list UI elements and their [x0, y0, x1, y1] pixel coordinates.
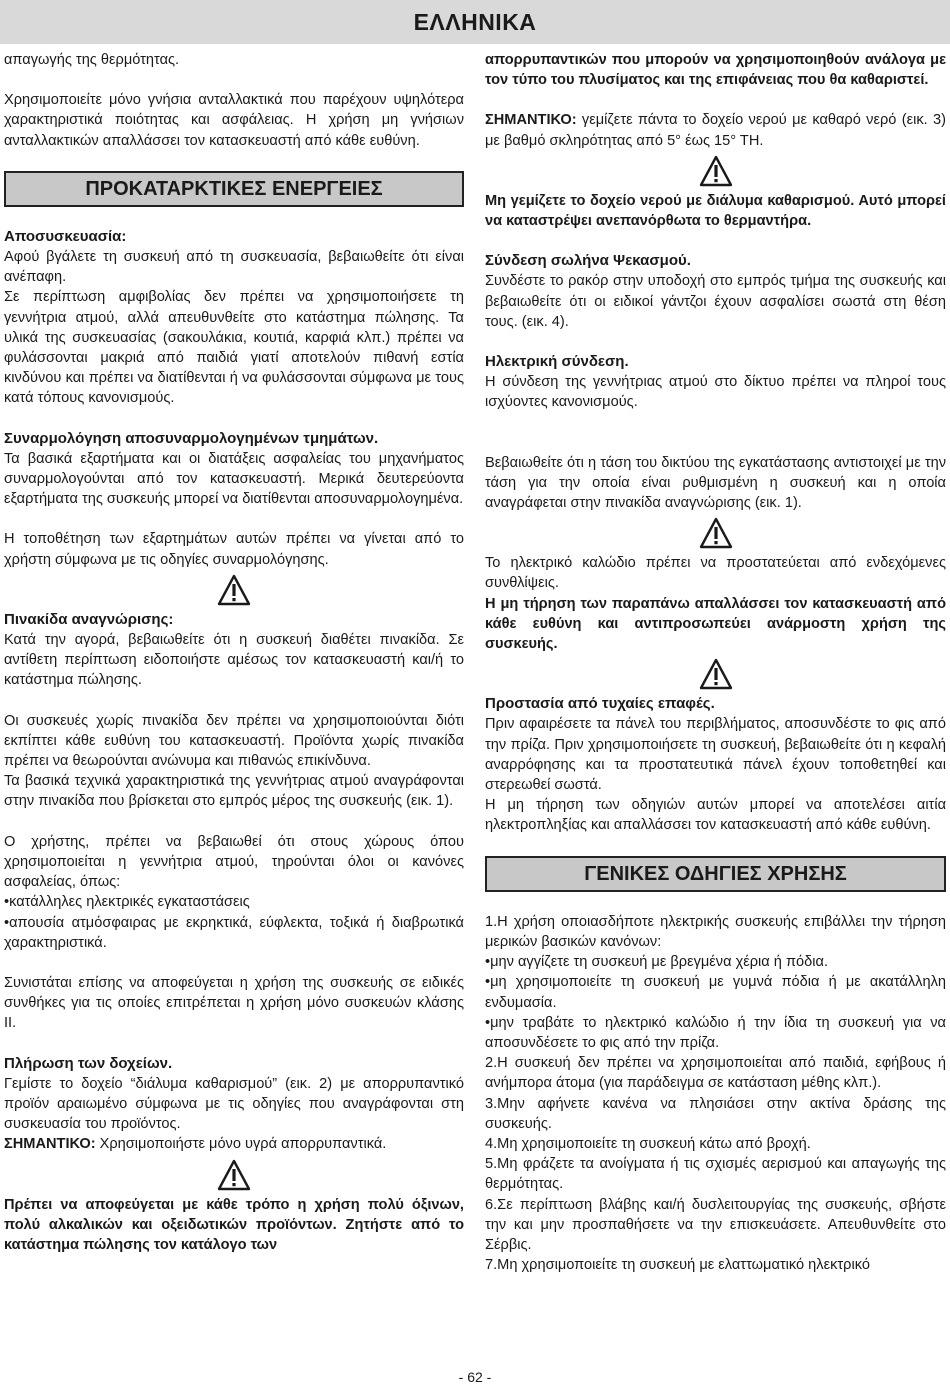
right-column [485, 50, 946, 1275]
section-banner-general-instructions: ΓΕΝΙΚΕΣ ΟΔΗΓΙΕΣ ΧΡΗΣΗΣ [485, 856, 946, 892]
warning-triangle-icon [485, 513, 946, 553]
paragraph: Οι συσκευές χωρίς πινακίδα δεν πρέπει να χρησιμοποιούνται διότι εκπίπτει κάθε ευθύνη του κατασκευαστή. Προϊόντα χωρίς πινακίδα πρέπει να θεωρούνται ανώνυμα και πιθανώς επικίνδυνα. [4, 712, 464, 770]
paragraph: Σε περίπτωση αμφιβολίας δεν πρέπει να χρησιμοποιήσετε τη γεννήτρια ατμού, αλλά απευθυνθείτε στο κατάστημα πώλησης. Τα υλικά της συσκευασίας (σακουλάκια, κουτιά, καρφιά κλπ.) πρέπει να φυλάσσονται μακριά από παιδιά γιατί αποτελούν πιθανή εστία κινδύνου και πρέπει να διατίθενται ή να φυλάσσονται σύμφωνα με τους κατά τόπους κανονισμούς. [4, 289, 464, 407]
paragraph: Πριν αφαιρέσετε τα πάνελ του περιβλήματος, αποσυνδέστε το φις από την πρίζα. Πριν χρησιμοποιήσετε τη συσκευή, βεβαιωθείτε ότι η κεφαλή αναρρόφησης και τα προστατευτικά πάνελ έχουν τοποθετηθεί και στερεωθεί σωστά. [485, 716, 946, 794]
list-item: •μην αγγίζετε τη συσκευή με βρεγμένα χέρια ή πόδια. [485, 954, 828, 971]
paragraph: Τα βασικά εξαρτήματα και οι διατάξεις ασφαλείας του μηχανήματος συναρμολογούνται από τον κατασκευαστή. Μερικά δευτερεύοντα εξαρτήματα της συσκευής μπορεί να διατίθενται αποσυναρμολογημένα. [4, 450, 464, 508]
list-item: 1.Η χρήση οποιασδήποτε ηλεκτρικής συσκευής επιβάλλει την τήρηση μερικών βασικών κανόνων: [485, 913, 946, 950]
important-text: Χρησιμοποιήστε μόνο υγρά απορρυπαντικά. [95, 1136, 387, 1153]
list-item: •μη χρησιμοποιείτε τη συσκευή με γυμνά πόδια ή με ακατάλληλη ενδυμασία. [485, 974, 946, 1011]
warning-triangle-icon [4, 1155, 464, 1195]
list-item: •κατάλληλες ηλεκτρικές εγκαταστάσεις [4, 894, 250, 911]
section-title-filling: Πλήρωση των δοχείων. [4, 1054, 173, 1072]
paragraph: Ο χρήστης, πρέπει να βεβαιωθεί ότι στους χώρους όπου χρησιμοποιείται η γεννήτρια ατμού, τηρούνται όλοι οι κανόνες ασφαλείας, όπως: [4, 833, 464, 891]
section-title-protection: Προστασία από τυχαίες επαφές. [485, 695, 715, 713]
paragraph: Η σύνδεση της γεννήτριας ατμού στο δίκτυο πρέπει να πληροί τους ισχύοντες κανονισμούς. [485, 374, 946, 411]
list-item: 7.Μη χρησιμοποιείτε τη συσκευή με ελαττωματικό ηλεκτρικό [485, 1257, 870, 1274]
paragraph: Αφού βγάλετε τη συσκευή από τη συσκευασία, βεβαιωθείτε ότι είναι ανέπαφη. [4, 249, 464, 286]
page-number: - 62 - [458, 1369, 492, 1385]
list-item: •μην τραβάτε το ηλεκτρικό καλώδιο ή την ίδια τη συσκευή για να αποσυνδέσετε το φις από την πρίζα. [485, 1014, 946, 1051]
paragraph: Συνιστάται επίσης να αποφεύγεται η χρήση της συσκευής σε ειδικές συνθήκες για τις οποίες επιτρέπεται η χρήση μόνο συσκευών κλάσης ΙΙ. [4, 974, 464, 1032]
section-title-electrical: Ηλεκτρική σύνδεση. [485, 353, 629, 371]
warning-triangle-icon [485, 151, 946, 191]
list-item: 6.Σε περίπτωση βλάβης και/ή δυσλειτουργίας της συσκευής, σβήστε την και μην προσπαθήσετε να την επισκευάσετε. Απευθυνθείτε στο Σέρβις. [485, 1196, 946, 1253]
section-title-unpacking: Αποσυσκευασία: [4, 227, 127, 245]
paragraph: Γεμίστε το δοχείο “διάλυμα καθαρισμού” (εικ. 2) με απορρυπαντικό προϊόν αραιωμένο σύμφωνα με τις οδηγίες που αναγράφονται στη συσκευασία του προϊόντος. [4, 1075, 464, 1133]
warning-text: απορρυπαντικών που μπορούν να χρησιμοποιηθούν ανάλογα με τον τύπο του πλυσίματος και της επιφάνειας που θα καθαριστεί. [485, 52, 946, 89]
warning-text: Η μη τήρηση των παραπάνω απαλλάσσει τον κατασκευαστή από κάθε ευθύνη και αντιπροσωπεύει ανάρμοστη χρήση της συσκευής. [485, 595, 946, 653]
paragraph: Κατά την αγορά, βεβαιωθείτε ότι η συσκευή διαθέτει πινακίδα. Σε αντίθετη περίπτωση ειδοποιήστε αμέσως τον κατασκευαστή και/ή το κατάστημα πώλησης. [4, 632, 464, 689]
warning-text: Πρέπει να αποφεύγεται με κάθε τρόπο η χρήση πολύ όξινων, πολύ αλκαλικών και οξειδωτικών προϊόντων. Ζητήστε από το κατάστημα πώλησης τον κατάλογο των [4, 1196, 464, 1253]
language-header-title: ΕΛΛΗΝΙΚΑ [413, 9, 537, 35]
list-item: 3.Μην αφήνετε κανένα να πλησιάσει στην ακτίνα δράσης της συσκευής. [485, 1095, 946, 1132]
paragraph: Συνδέστε το ρακόρ στην υποδοχή στο εμπρός τμήμα της συσκευής και βεβαιωθείτε ότι οι ειδικοί γάντζοι έχουν ασφαλίσει σωστά στη θέση τους. (εικ. 4). [485, 273, 946, 330]
warning-triangle-icon [4, 570, 464, 610]
paragraph: Βεβαιωθείτε ότι η τάση του δικτύου της εγκατάστασης αντιστοιχεί με την τάση για την οποία είναι ρυθμισμένη η συσκευή και η οποία αναγράφεται στην πινακίδα αναγνώρισης (εικ. 1). [485, 454, 946, 512]
important-note [485, 110, 946, 150]
paragraph: Τα βασικά τεχνικά χαρακτηριστικά της γεννήτριας ατμού αναγράφονται στην πινακίδα που βρίσκεται στο εμπρός μέρος της συσκευής (εικ. 1). [4, 773, 464, 810]
list-item: 2.Η συσκευή δεν πρέπει να χρησιμοποιείται από παιδιά, εφήβους ή ανήμπορα άτομα (για παράδειγμα σε κατάσταση μέθης κλπ.). [485, 1055, 946, 1092]
left-column [4, 50, 464, 1255]
list-item: •απουσία ατμόσφαιρας με εκρηκτικά, εύφλεκτα, τοξικά ή διαβρωτικά χαρακτηριστικά. [4, 914, 464, 951]
paragraph: Το ηλεκτρικό καλώδιο πρέπει να προστατεύεται από ενδεχόμενες συνθλίψεις. [485, 555, 946, 592]
important-note [4, 1134, 464, 1154]
list-item: 5.Μη φράζετε τα ανοίγματα ή τις σχισμές αερισμού και απαγωγής της θερμότητας. [485, 1156, 946, 1193]
section-title-assembly: Συναρμολόγηση αποσυναρμολογημένων τμημάτων. [4, 429, 379, 447]
important-text: γεμίζετε πάντα το δοχείο νερού με καθαρό νερό (εικ. 3) με βαθμό σκληρότητας από 5° έως 15° ΤΗ. [485, 112, 946, 149]
warning-text: Μη γεμίζετε το δοχείο νερού με διάλυμα καθαρισμού. Αυτό μπορεί να καταστρέψει ανεπανόρθωτα το θερμαντήρα. [485, 192, 946, 230]
paragraph: απαγωγής της θερμότητας. [4, 52, 180, 68]
section-banner-preliminary: ΠΡΟΚΑΤΑΡΚΤΙΚΕΣ ΕΝΕΡΓΕΙΕΣ [4, 171, 464, 207]
paragraph: Η μη τήρηση των οδηγιών αυτών μπορεί να αποτελέσει αιτία ηλεκτροπληξίας και απαλλάσσει τον κατασκευαστή από κάθε ευθύνη. [485, 797, 946, 834]
section-title-hose: Σύνδεση σωλήνα Ψεκασμού. [485, 252, 691, 270]
paragraph: Χρησιμοποιείτε μόνο γνήσια ανταλλακτικά που παρέχουν υψηλότερα χαρακτηριστικά ποιότητας και ασφάλειας. Η χρήση μη γνήσιων ανταλλακτικών απαλλάσσει τον κατασκευαστή από κάθε ευθύνη. [4, 92, 464, 149]
important-label: ΣΗΜΑΝΤΙΚΟ: [4, 1136, 96, 1153]
list-item: 4.Μη χρησιμοποιείτε τη συσκευή κάτω από βροχή. [485, 1135, 811, 1152]
section-title-plate: Πινακίδα αναγνώρισης: [4, 610, 174, 628]
paragraph: Η τοποθέτηση των εξαρτημάτων αυτών πρέπει να γίνεται από το χρήστη σύμφωνα με τις οδηγίες συναρμολόγησης. [4, 531, 464, 568]
important-label: ΣΗΜΑΝΤΙΚΟ: [485, 112, 577, 129]
warning-triangle-icon [485, 654, 946, 694]
